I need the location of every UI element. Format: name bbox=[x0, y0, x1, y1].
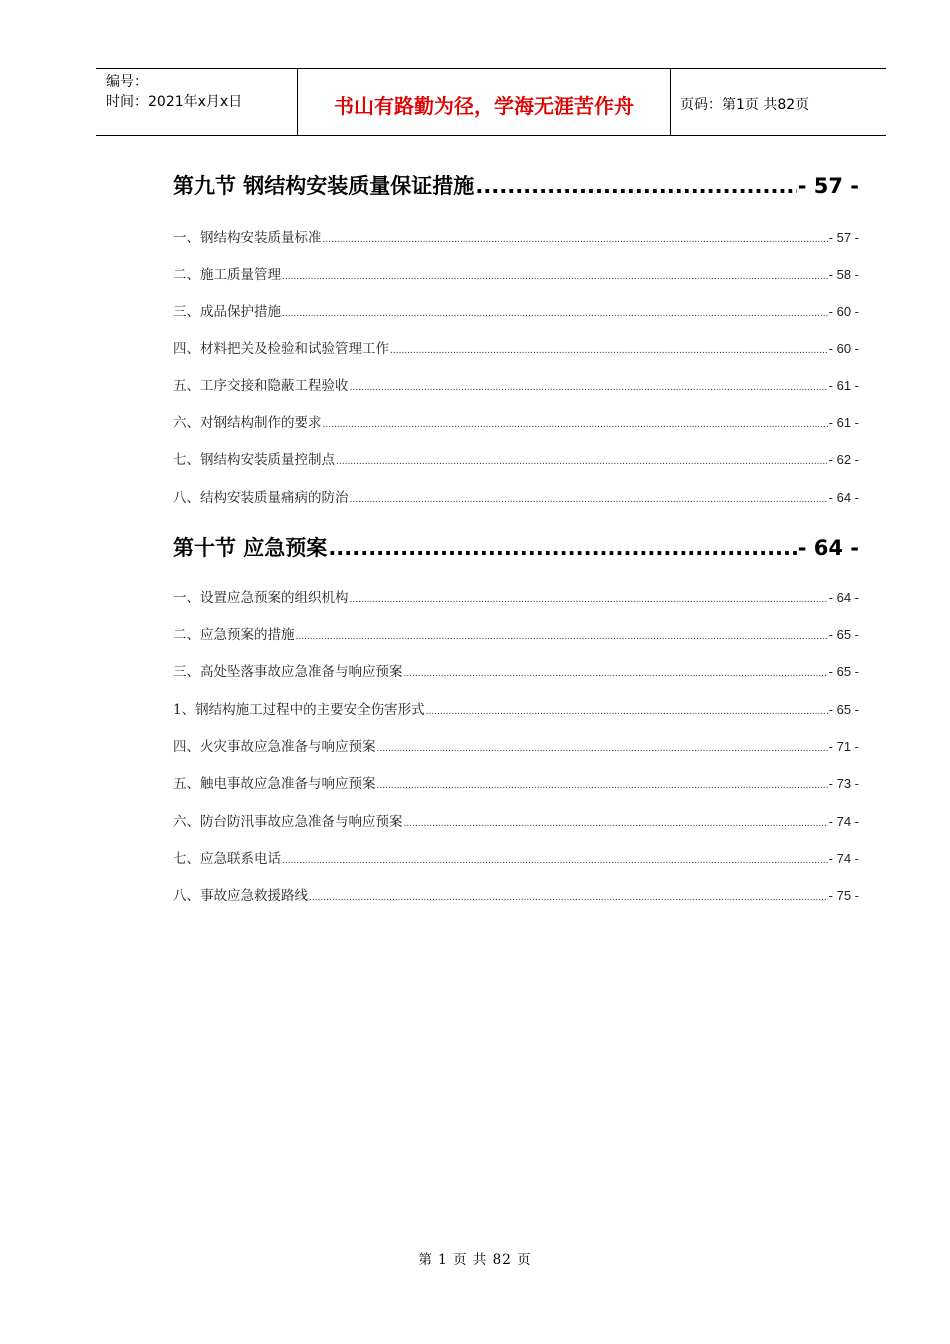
toc-leader-dots bbox=[282, 309, 828, 319]
toc-entry-page: - 75 - bbox=[828, 888, 859, 903]
toc-entry-title: 1、钢结构施工过程中的主要安全伤害形式 bbox=[173, 702, 425, 718]
toc-entry[interactable] bbox=[173, 263, 859, 283]
toc-leader-dots bbox=[282, 856, 828, 866]
toc-entry-page: - 60 - bbox=[828, 304, 859, 319]
toc-entry[interactable] bbox=[173, 698, 859, 718]
toc-entry[interactable] bbox=[173, 337, 859, 357]
toc-leader-dots bbox=[309, 893, 828, 903]
time-label: 时间：2021年x月x日 bbox=[106, 94, 243, 110]
toc-entry[interactable] bbox=[173, 884, 859, 904]
toc-entry[interactable] bbox=[173, 486, 859, 506]
toc-section-heading[interactable] bbox=[173, 170, 859, 200]
toc-section-page: - 57 - bbox=[797, 174, 859, 198]
toc-entry[interactable] bbox=[173, 772, 859, 792]
toc-leader-dots bbox=[323, 420, 828, 430]
toc-entry-title: 七、应急联系电话 bbox=[173, 851, 281, 867]
toc-entry-page: - 60 - bbox=[828, 341, 859, 356]
toc-entry[interactable] bbox=[173, 448, 859, 468]
toc-entry-title: 二、应急预案的措施 bbox=[173, 627, 295, 643]
toc-entry-page: - 61 - bbox=[828, 415, 859, 430]
page-footer: 第 1 页 共 82 页 bbox=[418, 1252, 532, 1268]
toc-leader-dots bbox=[475, 174, 796, 198]
toc-entry-title: 五、触电事故应急准备与响应预案 bbox=[173, 776, 376, 792]
toc-entry-title: 八、事故应急救援路线 bbox=[173, 888, 308, 904]
toc-entry[interactable] bbox=[173, 810, 859, 830]
toc-entry-title: 四、火灾事故应急准备与响应预案 bbox=[173, 739, 376, 755]
toc-entry[interactable] bbox=[173, 411, 859, 431]
toc-entry[interactable] bbox=[173, 374, 859, 394]
toc-leader-dots bbox=[426, 707, 828, 717]
toc-leader-dots bbox=[336, 457, 828, 467]
toc-entry-page: - 61 - bbox=[828, 378, 859, 393]
toc-entry-title: 三、成品保护措施 bbox=[173, 304, 281, 320]
toc-leader-dots bbox=[377, 744, 828, 754]
toc-entry-page: - 65 - bbox=[828, 664, 859, 679]
toc-entry-title: 二、施工质量管理 bbox=[173, 267, 281, 283]
toc-leader-dots bbox=[390, 346, 828, 356]
toc-entry-page: - 62 - bbox=[828, 452, 859, 467]
toc-entry-title: 六、防台防汛事故应急准备与响应预案 bbox=[173, 814, 403, 830]
toc-entry-page: - 71 - bbox=[828, 739, 859, 754]
toc-section-heading[interactable] bbox=[173, 532, 859, 562]
toc-entry[interactable] bbox=[173, 586, 859, 606]
toc-entry-title: 三、高处坠落事故应急准备与响应预案 bbox=[173, 664, 403, 680]
header-top-rule bbox=[96, 68, 886, 69]
toc-entry-title: 一、钢结构安装质量标准 bbox=[173, 230, 322, 246]
toc-entry-title: 五、工序交接和隐蔽工程验收 bbox=[173, 378, 349, 394]
toc-leader-dots bbox=[323, 235, 828, 245]
toc-entry-title: 八、结构安装质量痛病的防治 bbox=[173, 490, 349, 506]
toc-leader-dots bbox=[296, 632, 828, 642]
toc-entry-page: - 73 - bbox=[828, 776, 859, 791]
toc-entry-page: - 64 - bbox=[828, 490, 859, 505]
toc-entry-page: - 74 - bbox=[828, 851, 859, 866]
header-meta bbox=[106, 72, 242, 112]
toc-section-title: 第九节 钢结构安装质量保证措施 bbox=[173, 174, 475, 198]
toc-entry[interactable] bbox=[173, 623, 859, 643]
toc-entry[interactable] bbox=[173, 847, 859, 867]
toc-entry-title: 六、对钢结构制作的要求 bbox=[173, 415, 322, 431]
toc-leader-dots bbox=[350, 595, 828, 605]
toc-entry[interactable] bbox=[173, 226, 859, 246]
toc-leader-dots bbox=[404, 669, 828, 679]
toc-entry[interactable] bbox=[173, 300, 859, 320]
code-label: 编号： bbox=[106, 74, 148, 90]
toc-entry-title: 七、钢结构安装质量控制点 bbox=[173, 452, 335, 468]
toc-leader-dots bbox=[350, 383, 828, 393]
toc-leader-dots bbox=[350, 495, 828, 505]
toc-entry-title: 四、材料把关及检验和试验管理工作 bbox=[173, 341, 389, 357]
toc-section-page: - 64 - bbox=[797, 536, 859, 560]
toc-entry[interactable] bbox=[173, 735, 859, 755]
header-divider bbox=[670, 68, 671, 136]
header-motto: 书山有路勤为径，学海无涯苦作舟 bbox=[334, 94, 634, 118]
toc-section-title: 第十节 应急预案 bbox=[173, 536, 328, 560]
header-page-number: 页码：第1页 共82页 bbox=[680, 97, 810, 113]
toc-entry-page: - 65 - bbox=[828, 627, 859, 642]
toc-entry-page: - 64 - bbox=[828, 590, 859, 605]
toc-leader-dots bbox=[404, 819, 828, 829]
toc-leader-dots bbox=[377, 781, 828, 791]
toc-leader-dots bbox=[328, 536, 796, 560]
toc-entry-title: 一、设置应急预案的组织机构 bbox=[173, 590, 349, 606]
header-bottom-rule bbox=[96, 135, 886, 136]
toc-entry-page: - 65 - bbox=[828, 702, 859, 717]
toc-entry-page: - 57 - bbox=[828, 230, 859, 245]
toc-entry-page: - 58 - bbox=[828, 267, 859, 282]
toc-entry-page: - 74 - bbox=[828, 814, 859, 829]
toc-leader-dots bbox=[282, 272, 828, 282]
toc-entry[interactable] bbox=[173, 660, 859, 680]
